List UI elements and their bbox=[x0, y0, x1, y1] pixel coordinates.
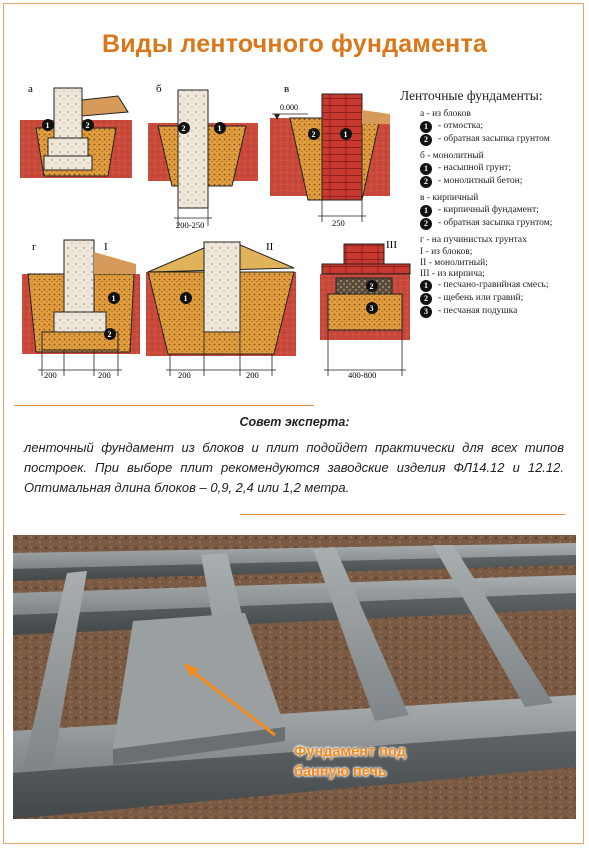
roman-iii: III bbox=[386, 239, 397, 251]
panel-III bbox=[320, 239, 410, 380]
photo-label: Фундамент под банную печь bbox=[294, 744, 406, 780]
dim-v: 250 bbox=[332, 218, 345, 228]
svg-text:2: 2 bbox=[369, 282, 374, 291]
svg-text:1: 1 bbox=[183, 294, 188, 303]
legend-header-g: г - на пучинистых грунтах bbox=[420, 235, 527, 245]
dim-ii-right: 200 bbox=[246, 370, 259, 380]
tip-title: Совет эксперта: bbox=[239, 415, 350, 429]
svg-text:2: 2 bbox=[85, 121, 90, 130]
svg-text:1: 1 bbox=[217, 124, 222, 133]
dim-g-left: 200 bbox=[44, 370, 57, 380]
dim-iii: 400-800 bbox=[348, 370, 377, 380]
legend-item: 2 - обратная засыпка грунтом bbox=[400, 134, 580, 146]
divider-bottom bbox=[240, 514, 565, 515]
tip-text: ленточный фундамент из блоков и плит подойдет практически для всех типов построек. При выборе плит рекомендуются заводские изделия ФЛ14.12 и 12.12. Оптимальная длина блоков – 0,9, 2,4 или 1,2 метра. bbox=[24, 440, 564, 495]
divider-top bbox=[14, 405, 314, 406]
svg-text:2: 2 bbox=[107, 330, 112, 339]
roman-ii: II bbox=[266, 241, 274, 253]
legend-item: 1 - кирпичный фундамент; bbox=[400, 205, 580, 217]
legend-line: I - из блоков; bbox=[420, 247, 473, 257]
legend-line: III - из кирпича; bbox=[420, 269, 485, 279]
svg-text:2: 2 bbox=[311, 130, 316, 139]
level-mark: 0.000 bbox=[280, 103, 298, 112]
page-title: Виды ленточного фундамента bbox=[101, 30, 488, 58]
panel-b bbox=[148, 83, 258, 230]
legend-item: 2 - монолитный бетон; bbox=[400, 176, 580, 188]
svg-text:1: 1 bbox=[45, 121, 50, 130]
svg-text:1: 1 bbox=[111, 294, 116, 303]
legend-item: 1 - насыпной грунт; bbox=[400, 163, 580, 175]
panel-g-I bbox=[22, 240, 140, 380]
dim-ii-left: 200 bbox=[178, 370, 191, 380]
panel-letter-g: г bbox=[32, 241, 37, 253]
svg-text:1: 1 bbox=[343, 130, 348, 139]
svg-text:3: 3 bbox=[369, 304, 374, 313]
panel-letter-b: б bbox=[156, 83, 162, 95]
panel-II bbox=[146, 241, 296, 380]
panel-v bbox=[270, 83, 390, 228]
legend-line: II - монолитный; bbox=[420, 258, 488, 268]
panel-letter-v: в bbox=[284, 83, 290, 95]
legend-title: Ленточные фундаменты: bbox=[400, 88, 543, 103]
legend bbox=[400, 88, 580, 319]
svg-text:2: 2 bbox=[181, 124, 186, 133]
legend-header-b: б - монолитный bbox=[420, 151, 484, 161]
roman-i: I bbox=[104, 241, 108, 253]
legend-item: 1 - песчано-гравийная смесь; bbox=[400, 280, 580, 292]
panel-letter-a: а bbox=[28, 83, 33, 95]
legend-header-a: а - из блоков bbox=[420, 109, 471, 119]
legend-item: 2 - щебень или гравий; bbox=[400, 293, 580, 305]
legend-item: 3 - песчаная подушка bbox=[400, 306, 580, 318]
panel-a bbox=[20, 83, 132, 178]
dim-b: 200-250 bbox=[176, 220, 205, 230]
legend-item: 2 - обратная засыпка грунтом; bbox=[400, 218, 580, 230]
dim-g-right: 200 bbox=[98, 370, 111, 380]
legend-item: 1 - отмостка; bbox=[400, 121, 580, 133]
legend-header-v: в - кирпичный bbox=[420, 193, 479, 203]
